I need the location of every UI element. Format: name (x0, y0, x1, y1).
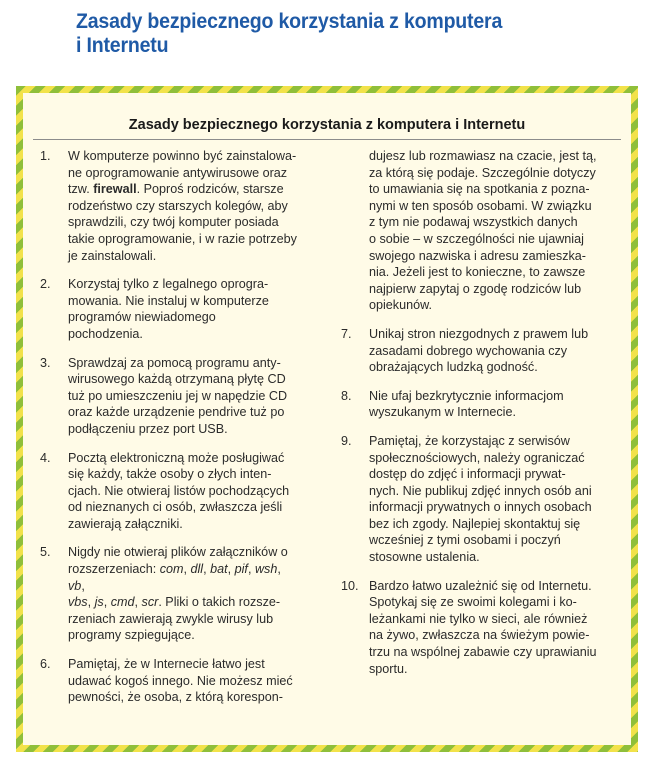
rule-item-6-continued: dujesz lub rozmawiasz na czacie, jest tą, za którą się podaje. Szczególnie dotyczy to umawiania się na spotkania z pozna- nymi w ten sposób osobami. W związku z tym nie podawaj wszystkich danych o sobie – w szczególności nie ujawniaj swojego nazwiska i adresu zamieszka- nia. Jeżeli jest to konieczne, to zawsze najpierw zapytaj o zgodę rodziców lub opiekunów. (369, 149, 597, 313)
title-divider (33, 139, 621, 140)
left-column (40, 148, 300, 718)
rule-number: 8. (341, 388, 352, 403)
striped-frame (16, 86, 638, 752)
rule-item-2 (40, 276, 300, 342)
rule-item-10 (341, 578, 601, 678)
page-title (76, 10, 560, 58)
rule-item-7 (341, 326, 601, 376)
right-column (341, 148, 601, 689)
rule-number: 2. (40, 277, 51, 292)
rule-item-8 (341, 388, 601, 421)
rule-item-1 (40, 148, 300, 264)
rule-number: 7. (341, 326, 352, 341)
rule-item-5 (40, 544, 300, 644)
page-title-text: Zasady bezpiecznego korzystania z komputera i Internetu (76, 10, 503, 57)
rule-item-3 (40, 355, 300, 438)
rules-box (23, 93, 631, 745)
rule-item-6 (40, 656, 300, 706)
box-title: Zasady bezpiecznego korzystania z komputera i Internetu (128, 117, 526, 133)
rule-number: 3. (40, 355, 51, 370)
rule-text: Nie ufaj bezkrytycznie informacjom wyszukanym w Internecie. (369, 388, 564, 420)
rule-text: Pamiętaj, że w Internecie łatwo jest udawać kogoś innego. Nie możesz mieć pewności, że osoba, z którą korespon- (68, 657, 293, 705)
rule-item-9 (341, 433, 601, 566)
rule-number: 9. (341, 433, 352, 448)
rule-number: 5. (40, 545, 51, 560)
rule-text: Bardzo łatwo uzależnić się od Internetu. Spotykaj się ze swoimi kolegami i ko- leżankami nie tylko w sieci, ale również na żywo, zwłaszcza na świeżym powie- trzu na wspólnej zabawie czy uprawianiu sportu. (369, 578, 597, 676)
rule-item-4 (40, 450, 300, 533)
rule-text: Sprawdzaj za pomocą programu anty- wirusowego każdą otrzymaną płytę CD tuż po umieszczeniu jej w napędzie CD oraz każde urządzenie pendrive tuż po podłączeniu przez port USB. (68, 355, 288, 436)
rule-number: 6. (40, 657, 51, 672)
rule-number: 4. (40, 450, 51, 465)
rule-text: W komputerze powinno być zainstalowa- ne oprogramowanie antywirusowe oraz tzw. firewall. Poproś rodziców, starsze rodzeństwo czy starszych kolegów, aby sprawdzili, czy twój komputer posiada takie oprogramowanie, i w razie potrzeby je zainstalowali. (68, 149, 297, 263)
rule-text: Pocztą elektroniczną może posługiwać się każdy, także osoby o złych inten- cjach. Nie otwieraj listów pochodzących od nieznanych ci osób, zwłaszcza jeśli zawierają załączniki. (68, 450, 290, 531)
rule-text: Pamiętaj, że korzystając z serwisów społecznościowych, należy ograniczać dostęp do zdjęć i informacji prywat- nych. Nie publikuj zdjęć innych osób ani informacji prywatnych o innych osobach bez ich zgody. Najlepiej skontaktuj się wcześniej z tymi osobami i poczyń stosowne ustalenia. (369, 433, 592, 565)
rule-text: Korzystaj tylko z legalnego oprogra- mowania. Nie instaluj w komputerze programów niewiadomego pochodzenia. (68, 277, 269, 341)
rule-number: 1. (40, 149, 51, 163)
rule-text: Unikaj stron niezgodnych z prawem lub zasadami dobrego wychowania czy obrażających ludzką godność. (369, 326, 589, 375)
rule-number: 10. (341, 578, 359, 593)
rule-text: Nigdy nie otwieraj plików załączników o rozszerzeniach: com, dll, bat, pif, wsh, vb, vbs, js, cmd, scr. Pliki o takich rozsze- rzeniach zawierają zwykle wirusy lub programy szpiegujące. (68, 545, 288, 643)
